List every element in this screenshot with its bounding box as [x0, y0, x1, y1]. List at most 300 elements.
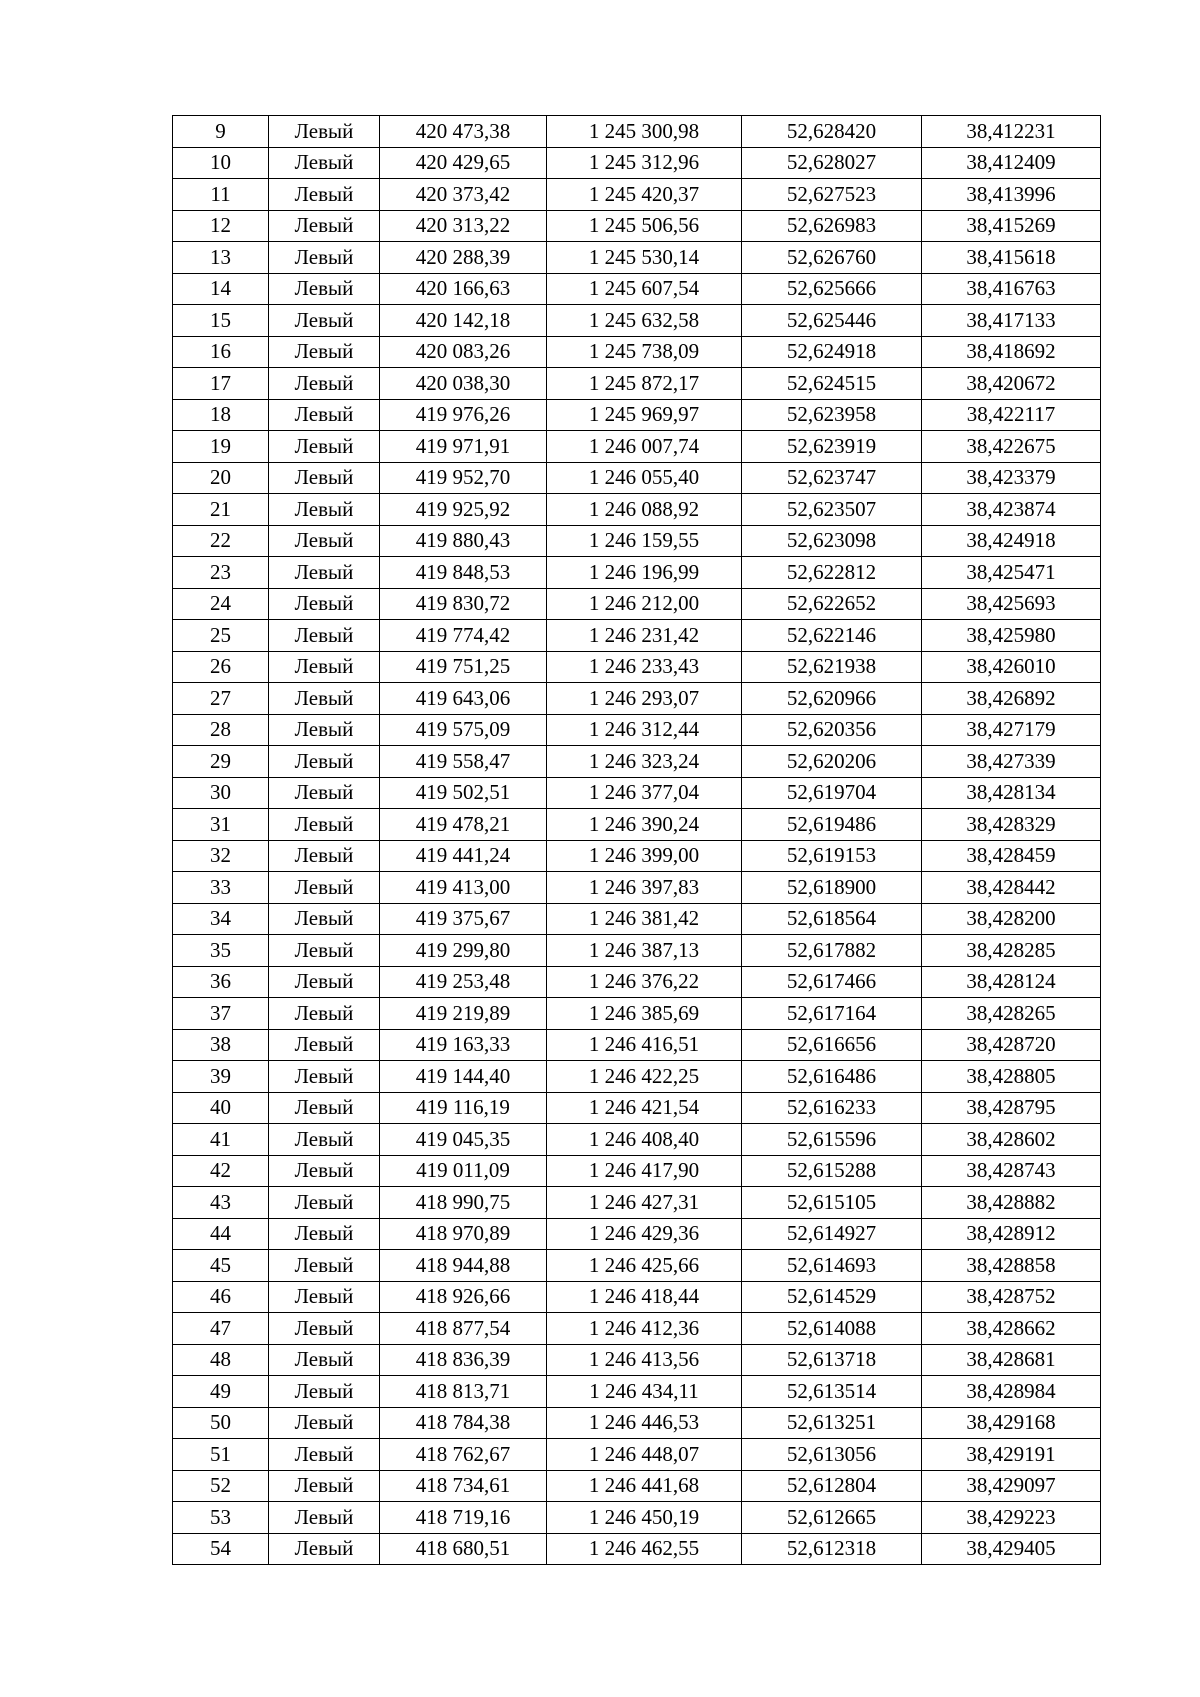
- x-coordinate-cell: 419 011,09: [380, 1155, 547, 1187]
- longitude-cell: 38,424918: [922, 525, 1101, 557]
- point-number-cell: 26: [173, 651, 269, 683]
- y-coordinate-cell: 1 246 417,90: [547, 1155, 742, 1187]
- x-coordinate-cell: 418 762,67: [380, 1439, 547, 1471]
- x-coordinate-cell: 419 441,24: [380, 840, 547, 872]
- longitude-cell: 38,428329: [922, 809, 1101, 841]
- point-number-cell: 24: [173, 588, 269, 620]
- point-number-cell: 27: [173, 683, 269, 715]
- y-coordinate-cell: 1 246 376,22: [547, 966, 742, 998]
- latitude-cell: 52,614693: [742, 1250, 922, 1282]
- side-cell: Левый: [269, 714, 380, 746]
- longitude-cell: 38,428265: [922, 998, 1101, 1030]
- point-number-cell: 13: [173, 242, 269, 274]
- table-row: [173, 620, 1101, 652]
- longitude-cell: 38,425471: [922, 557, 1101, 589]
- x-coordinate-cell: 420 429,65: [380, 147, 547, 179]
- point-number-cell: 21: [173, 494, 269, 526]
- x-coordinate-cell: 419 413,00: [380, 872, 547, 904]
- point-number-cell: 11: [173, 179, 269, 211]
- side-cell: Левый: [269, 1439, 380, 1471]
- table-row: [173, 1376, 1101, 1408]
- point-number-cell: 18: [173, 399, 269, 431]
- latitude-cell: 52,628027: [742, 147, 922, 179]
- latitude-cell: 52,621938: [742, 651, 922, 683]
- y-coordinate-cell: 1 245 872,17: [547, 368, 742, 400]
- point-number-cell: 43: [173, 1187, 269, 1219]
- longitude-cell: 38,413996: [922, 179, 1101, 211]
- table-row: [173, 966, 1101, 998]
- table-row: [173, 462, 1101, 494]
- x-coordinate-cell: 419 971,91: [380, 431, 547, 463]
- x-coordinate-cell: 419 144,40: [380, 1061, 547, 1093]
- side-cell: Левый: [269, 840, 380, 872]
- table-row: [173, 1187, 1101, 1219]
- point-number-cell: 30: [173, 777, 269, 809]
- x-coordinate-cell: 418 990,75: [380, 1187, 547, 1219]
- table-row: [173, 1439, 1101, 1471]
- x-coordinate-cell: 420 142,18: [380, 305, 547, 337]
- y-coordinate-cell: 1 245 300,98: [547, 116, 742, 148]
- y-coordinate-cell: 1 246 323,24: [547, 746, 742, 778]
- side-cell: Левый: [269, 935, 380, 967]
- longitude-cell: 38,428662: [922, 1313, 1101, 1345]
- y-coordinate-cell: 1 245 607,54: [547, 273, 742, 305]
- table-row: [173, 525, 1101, 557]
- latitude-cell: 52,627523: [742, 179, 922, 211]
- y-coordinate-cell: 1 246 007,74: [547, 431, 742, 463]
- longitude-cell: 38,418692: [922, 336, 1101, 368]
- side-cell: Левый: [269, 1092, 380, 1124]
- longitude-cell: 38,428984: [922, 1376, 1101, 1408]
- table-row: [173, 1313, 1101, 1345]
- table-row: [173, 305, 1101, 337]
- x-coordinate-cell: 420 473,38: [380, 116, 547, 148]
- table-row: [173, 147, 1101, 179]
- x-coordinate-cell: 418 813,71: [380, 1376, 547, 1408]
- x-coordinate-cell: 420 166,63: [380, 273, 547, 305]
- point-number-cell: 22: [173, 525, 269, 557]
- longitude-cell: 38,429191: [922, 1439, 1101, 1471]
- table-row: [173, 746, 1101, 778]
- table-row: [173, 1029, 1101, 1061]
- latitude-cell: 52,615596: [742, 1124, 922, 1156]
- latitude-cell: 52,618900: [742, 872, 922, 904]
- y-coordinate-cell: 1 246 422,25: [547, 1061, 742, 1093]
- side-cell: Левый: [269, 809, 380, 841]
- latitude-cell: 52,622146: [742, 620, 922, 652]
- x-coordinate-cell: 419 253,48: [380, 966, 547, 998]
- y-coordinate-cell: 1 245 969,97: [547, 399, 742, 431]
- y-coordinate-cell: 1 246 412,36: [547, 1313, 742, 1345]
- longitude-cell: 38,428285: [922, 935, 1101, 967]
- side-cell: Левый: [269, 494, 380, 526]
- side-cell: Левый: [269, 210, 380, 242]
- side-cell: Левый: [269, 368, 380, 400]
- table-row: [173, 1092, 1101, 1124]
- y-coordinate-cell: 1 246 399,00: [547, 840, 742, 872]
- table-row: [173, 336, 1101, 368]
- table-row: [173, 903, 1101, 935]
- side-cell: Левый: [269, 1218, 380, 1250]
- side-cell: Левый: [269, 1281, 380, 1313]
- y-coordinate-cell: 1 246 441,68: [547, 1470, 742, 1502]
- coordinates-table-body: [173, 116, 1101, 1565]
- x-coordinate-cell: 420 288,39: [380, 242, 547, 274]
- table-row: [173, 1218, 1101, 1250]
- y-coordinate-cell: 1 246 418,44: [547, 1281, 742, 1313]
- table-row: [173, 651, 1101, 683]
- point-number-cell: 50: [173, 1407, 269, 1439]
- side-cell: Левый: [269, 1155, 380, 1187]
- side-cell: Левый: [269, 305, 380, 337]
- x-coordinate-cell: 418 836,39: [380, 1344, 547, 1376]
- y-coordinate-cell: 1 246 387,13: [547, 935, 742, 967]
- point-number-cell: 20: [173, 462, 269, 494]
- x-coordinate-cell: 418 970,89: [380, 1218, 547, 1250]
- x-coordinate-cell: 419 880,43: [380, 525, 547, 557]
- longitude-cell: 38,428442: [922, 872, 1101, 904]
- table-row: [173, 998, 1101, 1030]
- longitude-cell: 38,420672: [922, 368, 1101, 400]
- x-coordinate-cell: 419 848,53: [380, 557, 547, 589]
- point-number-cell: 17: [173, 368, 269, 400]
- latitude-cell: 52,623919: [742, 431, 922, 463]
- longitude-cell: 38,425980: [922, 620, 1101, 652]
- y-coordinate-cell: 1 246 434,11: [547, 1376, 742, 1408]
- latitude-cell: 52,623747: [742, 462, 922, 494]
- latitude-cell: 52,624515: [742, 368, 922, 400]
- point-number-cell: 23: [173, 557, 269, 589]
- table-row: [173, 1250, 1101, 1282]
- coordinates-table: [172, 115, 1101, 1565]
- longitude-cell: 38,428752: [922, 1281, 1101, 1313]
- y-coordinate-cell: 1 246 055,40: [547, 462, 742, 494]
- table-row: [173, 399, 1101, 431]
- y-coordinate-cell: 1 246 312,44: [547, 714, 742, 746]
- side-cell: Левый: [269, 872, 380, 904]
- longitude-cell: 38,429097: [922, 1470, 1101, 1502]
- latitude-cell: 52,619704: [742, 777, 922, 809]
- table-row: [173, 1407, 1101, 1439]
- y-coordinate-cell: 1 246 462,55: [547, 1533, 742, 1565]
- table-row: [173, 935, 1101, 967]
- x-coordinate-cell: 418 877,54: [380, 1313, 547, 1345]
- point-number-cell: 9: [173, 116, 269, 148]
- y-coordinate-cell: 1 246 446,53: [547, 1407, 742, 1439]
- side-cell: Левый: [269, 242, 380, 274]
- table-row: [173, 809, 1101, 841]
- y-coordinate-cell: 1 245 530,14: [547, 242, 742, 274]
- longitude-cell: 38,429168: [922, 1407, 1101, 1439]
- side-cell: Левый: [269, 557, 380, 589]
- side-cell: Левый: [269, 620, 380, 652]
- table-row: [173, 1344, 1101, 1376]
- side-cell: Левый: [269, 336, 380, 368]
- table-row: [173, 494, 1101, 526]
- y-coordinate-cell: 1 246 408,40: [547, 1124, 742, 1156]
- y-coordinate-cell: 1 246 429,36: [547, 1218, 742, 1250]
- point-number-cell: 41: [173, 1124, 269, 1156]
- latitude-cell: 52,620356: [742, 714, 922, 746]
- latitude-cell: 52,612318: [742, 1533, 922, 1565]
- side-cell: Левый: [269, 1061, 380, 1093]
- longitude-cell: 38,427339: [922, 746, 1101, 778]
- latitude-cell: 52,623507: [742, 494, 922, 526]
- x-coordinate-cell: 419 976,26: [380, 399, 547, 431]
- latitude-cell: 52,624918: [742, 336, 922, 368]
- point-number-cell: 14: [173, 273, 269, 305]
- longitude-cell: 38,427179: [922, 714, 1101, 746]
- point-number-cell: 46: [173, 1281, 269, 1313]
- y-coordinate-cell: 1 246 231,42: [547, 620, 742, 652]
- longitude-cell: 38,428805: [922, 1061, 1101, 1093]
- y-coordinate-cell: 1 246 390,24: [547, 809, 742, 841]
- longitude-cell: 38,423874: [922, 494, 1101, 526]
- point-number-cell: 54: [173, 1533, 269, 1565]
- side-cell: Левый: [269, 966, 380, 998]
- y-coordinate-cell: 1 246 385,69: [547, 998, 742, 1030]
- y-coordinate-cell: 1 246 159,55: [547, 525, 742, 557]
- side-cell: Левый: [269, 147, 380, 179]
- latitude-cell: 52,622812: [742, 557, 922, 589]
- longitude-cell: 38,428459: [922, 840, 1101, 872]
- longitude-cell: 38,423379: [922, 462, 1101, 494]
- point-number-cell: 48: [173, 1344, 269, 1376]
- y-coordinate-cell: 1 246 233,43: [547, 651, 742, 683]
- table-row: [173, 683, 1101, 715]
- longitude-cell: 38,416763: [922, 273, 1101, 305]
- x-coordinate-cell: 419 643,06: [380, 683, 547, 715]
- point-number-cell: 28: [173, 714, 269, 746]
- latitude-cell: 52,613514: [742, 1376, 922, 1408]
- x-coordinate-cell: 419 952,70: [380, 462, 547, 494]
- latitude-cell: 52,613251: [742, 1407, 922, 1439]
- point-number-cell: 49: [173, 1376, 269, 1408]
- longitude-cell: 38,412409: [922, 147, 1101, 179]
- longitude-cell: 38,417133: [922, 305, 1101, 337]
- point-number-cell: 16: [173, 336, 269, 368]
- latitude-cell: 52,619153: [742, 840, 922, 872]
- point-number-cell: 34: [173, 903, 269, 935]
- point-number-cell: 39: [173, 1061, 269, 1093]
- table-row: [173, 1470, 1101, 1502]
- side-cell: Левый: [269, 1533, 380, 1565]
- table-row: [173, 777, 1101, 809]
- side-cell: Левый: [269, 683, 380, 715]
- latitude-cell: 52,618564: [742, 903, 922, 935]
- table-row: [173, 1533, 1101, 1565]
- longitude-cell: 38,428681: [922, 1344, 1101, 1376]
- x-coordinate-cell: 419 299,80: [380, 935, 547, 967]
- side-cell: Левый: [269, 399, 380, 431]
- x-coordinate-cell: 418 784,38: [380, 1407, 547, 1439]
- latitude-cell: 52,623958: [742, 399, 922, 431]
- point-number-cell: 47: [173, 1313, 269, 1345]
- y-coordinate-cell: 1 245 312,96: [547, 147, 742, 179]
- y-coordinate-cell: 1 246 416,51: [547, 1029, 742, 1061]
- y-coordinate-cell: 1 246 413,56: [547, 1344, 742, 1376]
- x-coordinate-cell: 418 944,88: [380, 1250, 547, 1282]
- side-cell: Левый: [269, 1502, 380, 1534]
- y-coordinate-cell: 1 246 088,92: [547, 494, 742, 526]
- longitude-cell: 38,428124: [922, 966, 1101, 998]
- table-row: [173, 840, 1101, 872]
- point-number-cell: 25: [173, 620, 269, 652]
- table-row: [173, 1155, 1101, 1187]
- x-coordinate-cell: 420 373,42: [380, 179, 547, 211]
- latitude-cell: 52,612665: [742, 1502, 922, 1534]
- latitude-cell: 52,615288: [742, 1155, 922, 1187]
- y-coordinate-cell: 1 246 381,42: [547, 903, 742, 935]
- longitude-cell: 38,428602: [922, 1124, 1101, 1156]
- longitude-cell: 38,422117: [922, 399, 1101, 431]
- longitude-cell: 38,428912: [922, 1218, 1101, 1250]
- side-cell: Левый: [269, 588, 380, 620]
- side-cell: Левый: [269, 1470, 380, 1502]
- y-coordinate-cell: 1 246 377,04: [547, 777, 742, 809]
- table-row: [173, 557, 1101, 589]
- side-cell: Левый: [269, 431, 380, 463]
- latitude-cell: 52,613718: [742, 1344, 922, 1376]
- point-number-cell: 19: [173, 431, 269, 463]
- latitude-cell: 52,614088: [742, 1313, 922, 1345]
- table-row: [173, 273, 1101, 305]
- x-coordinate-cell: 419 116,19: [380, 1092, 547, 1124]
- table-row: [173, 242, 1101, 274]
- latitude-cell: 52,622652: [742, 588, 922, 620]
- latitude-cell: 52,615105: [742, 1187, 922, 1219]
- table-row: [173, 179, 1101, 211]
- longitude-cell: 38,415269: [922, 210, 1101, 242]
- latitude-cell: 52,617164: [742, 998, 922, 1030]
- point-number-cell: 29: [173, 746, 269, 778]
- side-cell: Левый: [269, 651, 380, 683]
- side-cell: Левый: [269, 903, 380, 935]
- side-cell: Левый: [269, 1376, 380, 1408]
- x-coordinate-cell: 418 719,16: [380, 1502, 547, 1534]
- side-cell: Левый: [269, 998, 380, 1030]
- latitude-cell: 52,620966: [742, 683, 922, 715]
- latitude-cell: 52,616656: [742, 1029, 922, 1061]
- side-cell: Левый: [269, 1187, 380, 1219]
- latitude-cell: 52,625666: [742, 273, 922, 305]
- point-number-cell: 53: [173, 1502, 269, 1534]
- point-number-cell: 33: [173, 872, 269, 904]
- latitude-cell: 52,628420: [742, 116, 922, 148]
- y-coordinate-cell: 1 246 427,31: [547, 1187, 742, 1219]
- point-number-cell: 10: [173, 147, 269, 179]
- table-row: [173, 210, 1101, 242]
- side-cell: Левый: [269, 1250, 380, 1282]
- x-coordinate-cell: 419 502,51: [380, 777, 547, 809]
- x-coordinate-cell: 419 575,09: [380, 714, 547, 746]
- latitude-cell: 52,626983: [742, 210, 922, 242]
- y-coordinate-cell: 1 245 738,09: [547, 336, 742, 368]
- y-coordinate-cell: 1 246 450,19: [547, 1502, 742, 1534]
- longitude-cell: 38,425693: [922, 588, 1101, 620]
- table-row: [173, 116, 1101, 148]
- latitude-cell: 52,614927: [742, 1218, 922, 1250]
- x-coordinate-cell: 419 478,21: [380, 809, 547, 841]
- x-coordinate-cell: 419 375,67: [380, 903, 547, 935]
- table-row: [173, 368, 1101, 400]
- x-coordinate-cell: 419 045,35: [380, 1124, 547, 1156]
- y-coordinate-cell: 1 245 420,37: [547, 179, 742, 211]
- side-cell: Левый: [269, 1344, 380, 1376]
- table-row: [173, 714, 1101, 746]
- x-coordinate-cell: 419 219,89: [380, 998, 547, 1030]
- longitude-cell: 38,428134: [922, 777, 1101, 809]
- point-number-cell: 15: [173, 305, 269, 337]
- x-coordinate-cell: 418 734,61: [380, 1470, 547, 1502]
- side-cell: Левый: [269, 1407, 380, 1439]
- point-number-cell: 31: [173, 809, 269, 841]
- x-coordinate-cell: 420 083,26: [380, 336, 547, 368]
- y-coordinate-cell: 1 246 196,99: [547, 557, 742, 589]
- side-cell: Левый: [269, 179, 380, 211]
- longitude-cell: 38,429223: [922, 1502, 1101, 1534]
- side-cell: Левый: [269, 1313, 380, 1345]
- side-cell: Левый: [269, 1029, 380, 1061]
- side-cell: Левый: [269, 116, 380, 148]
- point-number-cell: 38: [173, 1029, 269, 1061]
- table-row: [173, 1502, 1101, 1534]
- x-coordinate-cell: 418 926,66: [380, 1281, 547, 1313]
- x-coordinate-cell: 419 751,25: [380, 651, 547, 683]
- side-cell: Левый: [269, 273, 380, 305]
- latitude-cell: 52,625446: [742, 305, 922, 337]
- x-coordinate-cell: 419 774,42: [380, 620, 547, 652]
- point-number-cell: 42: [173, 1155, 269, 1187]
- point-number-cell: 12: [173, 210, 269, 242]
- x-coordinate-cell: 419 925,92: [380, 494, 547, 526]
- x-coordinate-cell: 420 038,30: [380, 368, 547, 400]
- point-number-cell: 32: [173, 840, 269, 872]
- y-coordinate-cell: 1 246 421,54: [547, 1092, 742, 1124]
- point-number-cell: 45: [173, 1250, 269, 1282]
- y-coordinate-cell: 1 246 448,07: [547, 1439, 742, 1471]
- longitude-cell: 38,426010: [922, 651, 1101, 683]
- y-coordinate-cell: 1 245 506,56: [547, 210, 742, 242]
- table-row: [173, 1061, 1101, 1093]
- point-number-cell: 44: [173, 1218, 269, 1250]
- latitude-cell: 52,617882: [742, 935, 922, 967]
- latitude-cell: 52,614529: [742, 1281, 922, 1313]
- latitude-cell: 52,623098: [742, 525, 922, 557]
- longitude-cell: 38,428858: [922, 1250, 1101, 1282]
- longitude-cell: 38,428795: [922, 1092, 1101, 1124]
- y-coordinate-cell: 1 246 397,83: [547, 872, 742, 904]
- x-coordinate-cell: 419 163,33: [380, 1029, 547, 1061]
- longitude-cell: 38,426892: [922, 683, 1101, 715]
- latitude-cell: 52,612804: [742, 1470, 922, 1502]
- point-number-cell: 40: [173, 1092, 269, 1124]
- side-cell: Левый: [269, 746, 380, 778]
- side-cell: Левый: [269, 1124, 380, 1156]
- point-number-cell: 51: [173, 1439, 269, 1471]
- y-coordinate-cell: 1 246 212,00: [547, 588, 742, 620]
- longitude-cell: 38,429405: [922, 1533, 1101, 1565]
- side-cell: Левый: [269, 777, 380, 809]
- latitude-cell: 52,626760: [742, 242, 922, 274]
- side-cell: Левый: [269, 525, 380, 557]
- x-coordinate-cell: 420 313,22: [380, 210, 547, 242]
- point-number-cell: 52: [173, 1470, 269, 1502]
- latitude-cell: 52,616233: [742, 1092, 922, 1124]
- latitude-cell: 52,616486: [742, 1061, 922, 1093]
- longitude-cell: 38,428200: [922, 903, 1101, 935]
- y-coordinate-cell: 1 246 293,07: [547, 683, 742, 715]
